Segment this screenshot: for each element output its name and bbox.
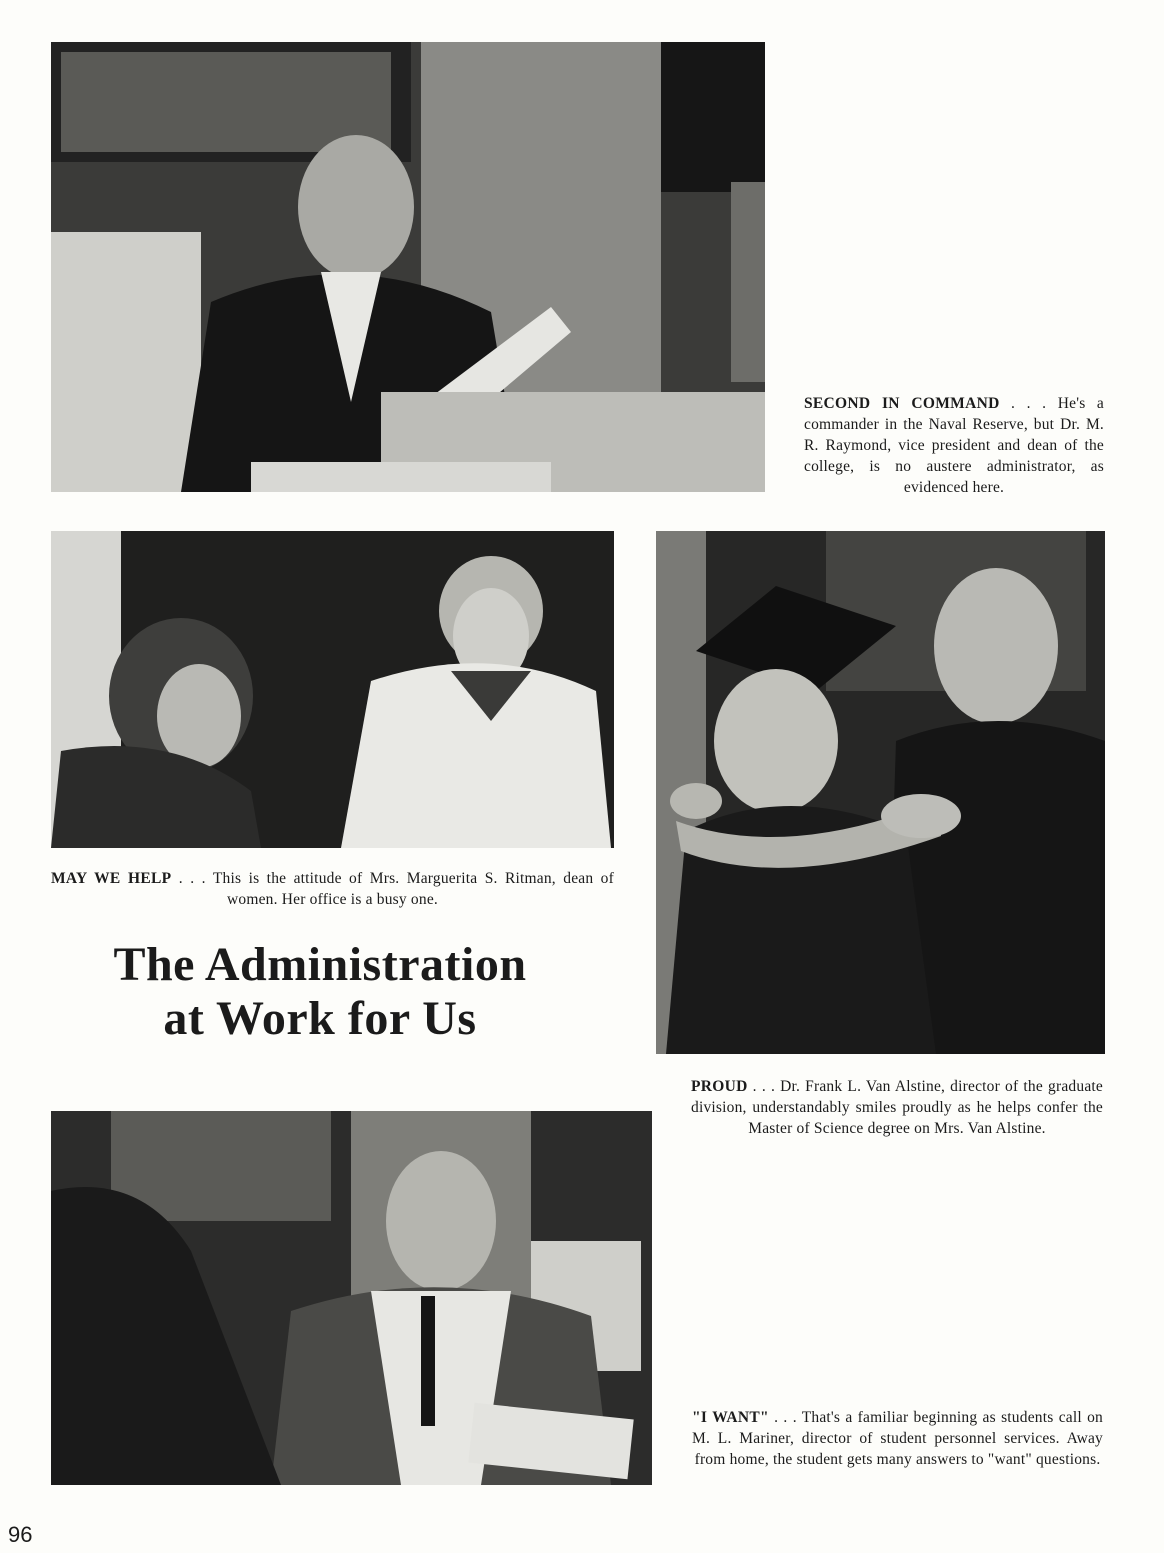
caption-text: . . . This is the attitude of Mrs. Marguerita S. Ritman, dean of women. Her office is a busy one.	[171, 870, 614, 908]
page-heading	[60, 938, 580, 1046]
caption-proud	[691, 1076, 1103, 1139]
photo-ritman	[51, 531, 614, 848]
caption-lead: MAY WE HELP	[51, 870, 172, 887]
caption-lead: "I WANT"	[692, 1409, 769, 1426]
caption-may-we-help	[51, 868, 614, 910]
caption-i-want	[692, 1407, 1103, 1470]
caption-lead: SECOND IN COMMAND	[804, 395, 1000, 412]
page-heading-line-2: at Work for Us	[163, 992, 477, 1045]
caption-lead: PROUD	[691, 1078, 748, 1095]
photo-mariner-image	[51, 1111, 652, 1485]
photo-ritman-image	[51, 531, 614, 848]
page-number: 96	[8, 1522, 33, 1547]
page-heading-line-1: The Administration	[113, 938, 527, 991]
caption-text: . . . He's a commander in the Naval Reserve, but Dr. M. R. Raymond, vice president and dean of the college, is no austere administrator, as evidenced here.	[804, 395, 1104, 496]
caption-second-in-command	[804, 393, 1104, 498]
photo-mariner	[51, 1111, 652, 1485]
photo-raymond-image	[51, 42, 765, 492]
photo-van-alstine	[656, 531, 1105, 1054]
photo-van-alstine-image	[656, 531, 1105, 1054]
photo-raymond	[51, 42, 765, 492]
caption-text: . . . That's a familiar beginning as students call on M. L. Mariner, director of student personnel services. Away from home, the student gets many answers to "want" questions.	[692, 1409, 1103, 1468]
caption-text: . . . Dr. Frank L. Van Alstine, director of the graduate division, understandably smiles proudly as he helps confer the Master of Science degree on Mrs. Van Alstine.	[691, 1078, 1103, 1137]
